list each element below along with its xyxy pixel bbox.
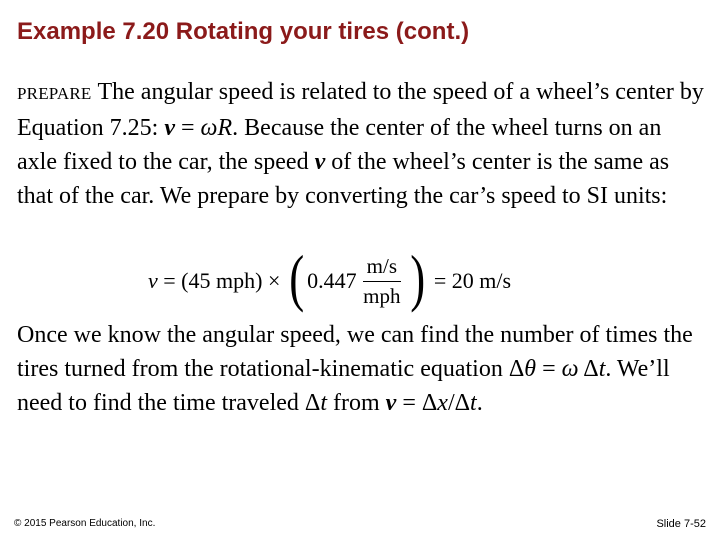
body-paragraph: [17, 318, 707, 420]
var-x: x: [437, 390, 448, 416]
var-omega: ω: [561, 356, 579, 382]
eq-rhs: = 20 m/s: [428, 268, 512, 293]
text-run: =: [536, 356, 562, 382]
text-run: . We’ll need to find the time traveled Δ: [17, 356, 670, 416]
text-run: = Δ: [396, 390, 438, 416]
fraction-denominator: mph: [363, 283, 401, 308]
text-run: Δ: [578, 356, 599, 382]
text-run: . Because the center of the wheel turns on an axle fixed to the car, the speed: [17, 115, 662, 175]
var-v: v: [385, 390, 397, 416]
var-v: v: [164, 115, 175, 141]
slide-number: Slide 7-52: [656, 518, 706, 530]
text-run: Once we know the angular speed, we can find the number of times the tires turned from the rotational-kinematic equation Δ: [17, 322, 693, 382]
prepare-paragraph: [17, 75, 707, 213]
var-omega: ω: [200, 115, 218, 141]
fraction-numerator: m/s: [363, 254, 401, 282]
copyright-footer: © 2015 Pearson Education, Inc.: [14, 518, 156, 529]
text-run: /Δ: [447, 390, 471, 416]
var-R: R: [217, 115, 233, 141]
var-v: v: [314, 149, 326, 175]
var-t: t: [598, 356, 606, 382]
text-run: of the wheel’s center is the same as that of the car. We prepare by converting the car’s speed to SI units:: [17, 149, 670, 209]
var-t: t: [470, 390, 477, 416]
text-run: .: [476, 390, 483, 416]
prepare-label: PREPARE: [17, 84, 92, 103]
eq-lhs: = (45 mph) ×: [157, 268, 286, 293]
unit-conversion-equation: [148, 242, 512, 316]
right-paren: ): [410, 242, 426, 313]
eq-var-v: v: [148, 268, 158, 293]
text-run: The angular speed is related to the speed of a wheel’s center by Equation 7.25:: [17, 79, 704, 141]
eq-coefficient: 0.447: [307, 268, 357, 293]
slide-title: Example 7.20 Rotating your tires (cont.): [17, 18, 470, 45]
text-run: from: [327, 390, 386, 416]
text-run: =: [174, 115, 201, 141]
fraction: [363, 254, 401, 309]
left-paren: (: [289, 242, 304, 313]
var-t: t: [320, 390, 327, 416]
var-theta: θ: [524, 356, 537, 382]
